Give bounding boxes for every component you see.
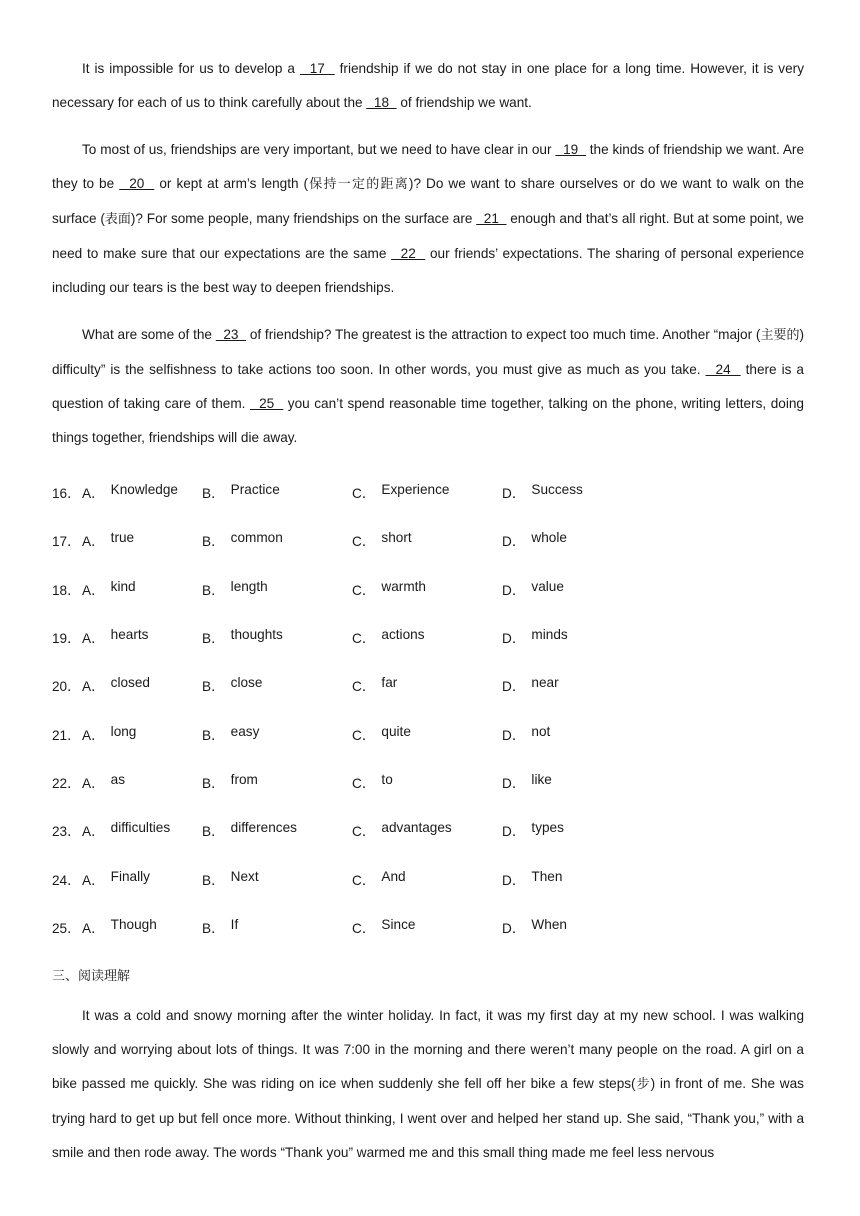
question-number: 17．	[52, 534, 81, 550]
option-text: near	[531, 675, 559, 691]
option-letter: A．	[82, 679, 105, 695]
option-text: Success	[531, 482, 583, 498]
passage-text: you can’t spend reasonable time together, talking on the phone, writing letters, doing things together, friendships will die away.	[52, 396, 804, 445]
option-text: Practice	[230, 482, 280, 498]
option-text: advantages	[381, 820, 452, 836]
question-row	[52, 758, 804, 806]
chinese-gloss: 步	[635, 1076, 651, 1092]
option-letter: B．	[202, 486, 225, 502]
option-a	[82, 724, 202, 744]
question-row	[52, 516, 804, 564]
option-letter: C．	[352, 920, 376, 936]
option-a	[82, 917, 202, 937]
blank-20: 20	[119, 176, 155, 191]
option-text: types	[531, 820, 564, 836]
option-text: easy	[230, 723, 260, 739]
option-text: to	[381, 771, 393, 787]
option-letter: B．	[202, 775, 225, 791]
option-text: actions	[381, 627, 425, 643]
reading-passage-paragraph	[52, 999, 804, 1170]
option-text: not	[531, 723, 551, 739]
option-a	[82, 530, 202, 550]
option-b	[202, 627, 352, 647]
passage-text: What are some of the	[82, 327, 216, 342]
question-number: 20．	[52, 679, 81, 695]
option-letter: B．	[202, 872, 225, 888]
option-text: kind	[110, 578, 136, 594]
blank-22: 22	[391, 246, 426, 261]
option-letter: A．	[82, 486, 105, 502]
option-letter: B．	[202, 727, 225, 743]
passage-text: It is impossible for us to develop a	[82, 61, 300, 76]
question-row	[52, 613, 804, 661]
passage-text: enough and that’s all right. But at some point, we need to make sure that our expectations are the same	[52, 211, 804, 261]
option-a	[82, 820, 202, 840]
question-row	[52, 661, 804, 709]
question-number: 24．	[52, 872, 81, 888]
option-text: Though	[110, 916, 157, 932]
option-d	[502, 627, 652, 647]
option-d	[502, 820, 652, 840]
question-number: 25．	[52, 920, 81, 936]
option-b	[202, 917, 352, 937]
blank-21: 21	[476, 211, 507, 226]
passage-text: friendship if we do not stay in one place for a long time. However, it is very necessary for each of us to think carefully about the	[52, 61, 804, 110]
option-letter: D．	[502, 727, 526, 743]
option-letter: C．	[352, 775, 376, 791]
option-text: Then	[531, 868, 563, 884]
option-letter: B．	[202, 920, 225, 936]
option-text: from	[230, 771, 258, 787]
option-letter: A．	[82, 534, 105, 550]
option-d	[502, 675, 652, 695]
option-text: difficulties	[110, 820, 171, 836]
option-text: value	[531, 578, 564, 594]
option-text: closed	[110, 675, 150, 691]
option-text: Knowledge	[110, 482, 178, 498]
option-b	[202, 772, 352, 792]
option-text: whole	[531, 530, 567, 546]
blank-24: 24	[705, 362, 741, 377]
option-text: common	[230, 530, 283, 546]
option-c	[352, 627, 502, 647]
option-text: like	[531, 771, 552, 787]
option-letter: A．	[82, 775, 105, 791]
option-d	[502, 724, 652, 744]
option-letter: A．	[82, 631, 105, 647]
question-row	[52, 468, 804, 516]
blank-25: 25	[250, 396, 284, 411]
option-b	[202, 820, 352, 840]
question-row	[52, 806, 804, 854]
option-a	[82, 579, 202, 599]
passage-text: )? Do we want to share ourselves or do we want to walk on the surface (	[52, 176, 804, 226]
option-d	[502, 579, 652, 599]
option-letter: D．	[502, 920, 526, 936]
option-b	[202, 530, 352, 550]
option-letter: D．	[502, 631, 526, 647]
option-text: differences	[230, 820, 297, 836]
passage-text: the kinds of friendship we want. Are they to be	[52, 142, 804, 191]
chinese-gloss: 表面	[104, 212, 131, 227]
option-letter: B．	[202, 824, 225, 840]
option-a	[82, 482, 202, 502]
option-text: hearts	[110, 627, 149, 643]
question-number: 23．	[52, 824, 81, 840]
passage-text: there is a question of taking care of them.	[52, 362, 804, 411]
option-letter: D．	[502, 582, 526, 598]
option-letter: A．	[82, 727, 105, 743]
option-text: long	[110, 723, 137, 739]
passage-paragraph-2	[52, 133, 804, 305]
option-b	[202, 675, 352, 695]
option-a	[82, 675, 202, 695]
option-letter: D．	[502, 534, 526, 550]
option-text: Since	[381, 916, 416, 932]
question-row	[52, 854, 804, 902]
option-c	[352, 869, 502, 889]
option-a	[82, 772, 202, 792]
option-letter: C．	[352, 486, 376, 502]
option-text: Next	[230, 868, 259, 884]
option-letter: C．	[352, 727, 376, 743]
passage-paragraph-1	[52, 52, 804, 120]
option-letter: A．	[82, 872, 105, 888]
option-d	[502, 917, 652, 937]
option-letter: D．	[502, 486, 526, 502]
option-text: close	[230, 675, 263, 691]
option-letter: C．	[352, 679, 376, 695]
option-letter: D．	[502, 679, 526, 695]
passage-text: or kept at arm’s length (	[154, 176, 309, 191]
option-letter: C．	[352, 534, 376, 550]
option-text: true	[110, 530, 135, 546]
passage-paragraph-3	[52, 318, 804, 455]
option-text: Experience	[381, 482, 450, 498]
option-text: as	[110, 771, 126, 787]
option-text: length	[230, 578, 268, 594]
option-letter: A．	[82, 582, 105, 598]
chinese-gloss: 保持一定的距离	[308, 177, 409, 192]
option-c	[352, 724, 502, 744]
question-options-list	[52, 468, 804, 951]
passage-text: To most of us, friendships are very important, but we need to have clear in our	[82, 142, 556, 157]
option-c	[352, 917, 502, 937]
document-page	[52, 52, 804, 1170]
option-c	[352, 820, 502, 840]
passage-text: of friendship we want.	[396, 95, 532, 110]
option-c	[352, 482, 502, 502]
question-row	[52, 903, 804, 951]
option-b	[202, 579, 352, 599]
option-letter: C．	[352, 824, 376, 840]
blank-17: 17	[299, 61, 335, 76]
option-letter: D．	[502, 775, 526, 791]
option-c	[352, 579, 502, 599]
option-c	[352, 772, 502, 792]
option-letter: C．	[352, 631, 376, 647]
option-text: If	[230, 916, 239, 932]
question-number: 22．	[52, 775, 81, 791]
option-a	[82, 627, 202, 647]
option-c	[352, 530, 502, 550]
option-text: And	[381, 868, 406, 884]
option-text: thoughts	[230, 627, 283, 643]
passage-text: ) difficulty” is the selfishness to take actions too soon. In other words, you must give as much as you take.	[52, 327, 804, 377]
passage-text: of friendship? The greatest is the attraction to expect too much time. Another “major (	[246, 327, 761, 342]
option-d	[502, 482, 652, 502]
question-row	[52, 565, 804, 613]
blank-18: 18	[366, 95, 397, 110]
question-number: 21．	[52, 727, 81, 743]
chinese-gloss: 主要的	[760, 328, 800, 343]
option-text: short	[381, 530, 412, 546]
blank-23: 23	[215, 327, 247, 342]
option-letter: B．	[202, 534, 225, 550]
option-text: minds	[531, 627, 568, 643]
question-row	[52, 709, 804, 757]
option-letter: D．	[502, 824, 526, 840]
question-number: 18．	[52, 582, 81, 598]
option-text: far	[381, 675, 398, 691]
option-b	[202, 482, 352, 502]
option-b	[202, 724, 352, 744]
option-d	[502, 530, 652, 550]
option-letter: B．	[202, 582, 225, 598]
question-number: 16．	[52, 486, 81, 502]
option-text: Finally	[110, 868, 150, 884]
option-d	[502, 869, 652, 889]
option-text: When	[531, 916, 567, 932]
option-text: warmth	[381, 578, 426, 594]
passage-text: ) in front of me. She was trying hard to get up but fell once more. Without thinking, I went over and helped her stand up. She said, “Thank you,” with a smile and then rode away. The words “Thank you” warmed me and this small thing made me feel less nervous	[52, 1075, 804, 1160]
passage-text: )? For some people, many friendships on the surface are	[130, 211, 477, 226]
option-letter: A．	[82, 920, 105, 936]
option-letter: C．	[352, 582, 376, 598]
option-letter: B．	[202, 679, 225, 695]
option-b	[202, 869, 352, 889]
blank-19: 19	[555, 142, 586, 157]
option-letter: D．	[502, 872, 526, 888]
option-a	[82, 869, 202, 889]
option-c	[352, 675, 502, 695]
passage-text: our friends’ expectations. The sharing of personal experience including our tears is the best way to deepen friendships.	[52, 246, 805, 295]
option-text: quite	[381, 723, 411, 739]
question-number: 19．	[52, 631, 81, 647]
option-d	[502, 772, 652, 792]
passage-text: It was a cold and snowy morning after the winter holiday. In fact, it was my first day at my new school. I was walking slowly and worrying about lots of things. It was 7:00 in the morning and there weren’t many people on the road. A girl on a bike passed me quickly. She was riding on ice when suddenly she fell off her bike a few steps(	[52, 1007, 804, 1091]
option-letter: A．	[82, 824, 105, 840]
option-letter: C．	[352, 872, 376, 888]
section-title: 三、阅读理解	[52, 969, 131, 985]
option-letter: B．	[202, 631, 225, 647]
